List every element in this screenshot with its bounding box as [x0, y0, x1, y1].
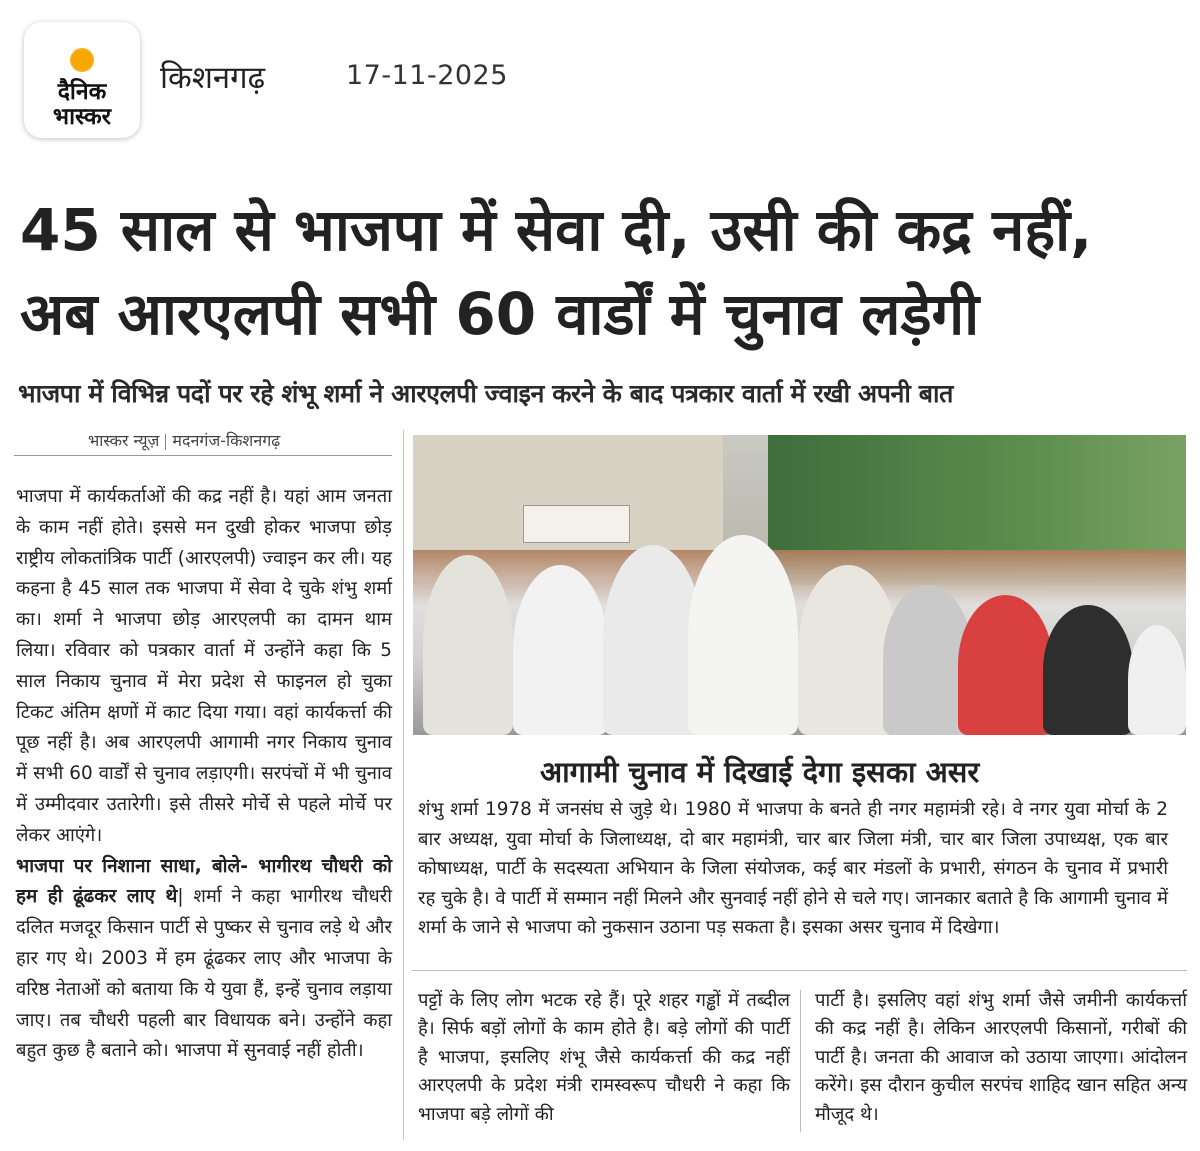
photo-person [958, 595, 1053, 735]
headline [20, 188, 1185, 356]
headline-line1: 45 साल से भाजपा में सेवा दी, उसी की कद्र नहीं, [20, 196, 1093, 264]
byline [88, 429, 280, 451]
photo-person [1128, 625, 1186, 735]
dainik-bhaskar-logo [24, 22, 140, 138]
news-photo [413, 435, 1186, 735]
column-divider-2 [800, 990, 801, 1132]
headline-line2: अब आरएलपी सभी 60 वार्डों में चुनाव लड़ेगी [20, 280, 980, 348]
column-3: पट्टों के लिए लोग भटक रहे हैं। पूरे शहर गड्ढों में तब्दील है। सिर्फ बड़ों लोगों के काम होते है। बड़े लोगों की पार्टी है भाजपा, इसलिए शंभू जैसे कार्यकर्त्ता की कद्र नहीं आरएलपी के प्रदेश मंत्री रामस्वरूप चौधरी ने कहा कि भाजपा बड़े लोगों की [418, 990, 790, 1125]
photo-person [1043, 605, 1133, 735]
column-1: भाजपा में कार्यकर्ताओं की कद्र नहीं है। यहां आम जनता के काम नहीं होते। इससे मन दुखी होकर भाजपा छोड़ राष्ट्रीय लोकतांत्रिक पार्टी (आरएलपी) ज्वाइन कर ली। यह कहना है 45 साल तक भाजपा में सेवा दे चुके शंभु शर्मा का। शर्मा ने भाजपा छोड़ आरएलपी का दामन थाम लिया। रविवार को पत्रकार वार्ता में उन्होंने कहा कि 5 साल निकाय चुनाव में मेरा प्रदेश से फाइनल हो चुका टिकट अंतिम क्षणों में काट दिया गया। वहां कार्यकर्त्ता की पूछ नहीं है। अब आरएलपी आगामी नगर निकाय चुनाव में सभी 60 वार्डों से चुनाव लड़ाएगी। सरपंचों में भी चुनाव में उम्मीदवार उतारेगी। इसे तीसरे मोर्चे से पहले मोर्चे पर लेकर आएंगे। भाजपा पर निशाना साधा, बोले- भागीरथ चौधरी को हम ही ढूंढकर लाए थे| शर्मा ने कहा भागीरथ चौधरी दलित मजदूर किसान पार्टी से पुष्कर से चुनाव लड़े थे और हार गए थे। 2003 में हम ढूंढकर लाए और भाजपा के वरिष्ठ नेताओं को बताया कि ये युवा हैं, इन्हें चुनाव लड़ाया जाए। तब चौधरी पहली बार विधायक बने। उन्होंने कहा बहुत कुछ है बताने को। भाजपा में सुनवाई नहीं होती। [16, 482, 392, 1067]
logo-line1: दैनिक [57, 79, 107, 105]
byline-rule [14, 455, 392, 456]
photo-person [688, 535, 798, 735]
section-paragraph: शंभु शर्मा 1978 में जनसंघ से जुड़े थे। 1980 में भाजपा के बनते ही नगर महामंत्री रहे। वे नगर युवा मोर्चा के 2 बार अध्यक्ष, युवा मोर्चा के जिलाध्यक्ष, दो बार महामंत्री, चार बार जिला मंत्री, चार बार जिला उपाध्यक्ष, एक बार कोषाध्यक्ष, पार्टी के सदस्यता अभियान के जिला संयोजक, कई बार मंडलों के प्रभारी, संगठन के चुनाव में प्रभारी रह चुके है। वे पार्टी में सम्मान नहीं मिलने और सुनवाई नहीं होने से चले गए। जानकार बताते है कि आगामी चुनाव में शर्मा के जाने से भाजपा को नुकसान उठाना पड़ सकता है। इसका असर चुनाव में दिखेगा। [418, 799, 1168, 939]
masthead [0, 0, 1200, 160]
col1-paragraph-2: शर्मा ने कहा भागीरथ चौधरी दलित मजदूर किसान पार्टी से पुष्कर से चुनाव लड़े थे और हार गए थे। 2003 में हम ढूंढकर लाए और भाजपा के वरिष्ठ नेताओं को बताया कि ये युवा हैं, इन्हें चुनाव लड़ाया जाए। तब चौधरी पहली बार विधायक बने। उन्होंने कहा बहुत कुछ है बताने को। भाजपा में सुनवाई नहीं होती। [16, 886, 392, 1062]
edition-city: किशनगढ़ [160, 60, 266, 96]
section-rule [412, 970, 1187, 971]
col1-subheading: भाजपा पर निशाना साधा, बोले- भागीरथ चौधरी को हम ही ढूंढकर लाए थे [16, 855, 392, 908]
column-divider [403, 430, 404, 1140]
sun-icon [70, 48, 94, 72]
edition-date: 17-11-2025 [346, 60, 508, 91]
logo-line2: भास्कर [52, 104, 112, 130]
col1-paragraph: भाजपा में कार्यकर्ताओं की कद्र नहीं है। यहां आम जनता के काम नहीं होते। इससे मन दुखी होकर भाजपा छोड़ राष्ट्रीय लोकतांत्रिक पार्टी (आरएलपी) ज्वाइन कर ली। यह कहना है 45 साल तक भाजपा में सेवा दे चुके शंभु शर्मा का। शर्मा ने भाजपा छोड़ आरएलपी का दामन थाम लिया। रविवार को पत्रकार वार्ता में उन्होंने कहा कि 5 साल निकाय चुनाव में मेरा प्रदेश से फाइनल हो चुका टिकट अंतिम क्षणों में काट दिया गया। वहां कार्यकर्त्ता की पूछ नहीं है। अब आरएलपी आगामी नगर निकाय चुनाव में सभी 60 वार्डों से चुनाव लड़ाएगी। सरपंचों में भी चुनाव में उम्मीदवार उतारेगी। इसे तीसरे मोर्चे से पहले मोर्चे पर लेकर आएंगे। [16, 486, 392, 846]
photo-person [423, 555, 513, 735]
column-4: पार्टी है। इसलिए वहां शंभु शर्मा जैसे जमीनी कार्यकर्त्ता की कद्र नहीं है। लेकिन आरएलपी किसानों, गरीबों की पार्टी है। जनता की आवाज को उठाया जाएगा। आंदोलन करेंगे। इस दौरान कुचील सरपंच शाहिद खान सहित अन्य मौजूद थे। [815, 990, 1187, 1125]
subheadline: भाजपा में विभिन्न पदों पर रहे शंभू शर्मा ने आरएलपी ज्वाइन करने के बाद पत्रकार वार्ता में रखी अपनी बात [18, 379, 953, 408]
byline-place: मदनगंज-किशनगढ़ [172, 431, 281, 450]
byline-source: भास्कर न्यूज़ [88, 431, 160, 450]
section-heading: आगामी चुनाव में दिखाई देगा इसका असर [540, 755, 980, 789]
photo-signboard [523, 505, 630, 543]
photo-person [513, 565, 608, 735]
byline-divider [165, 434, 166, 450]
